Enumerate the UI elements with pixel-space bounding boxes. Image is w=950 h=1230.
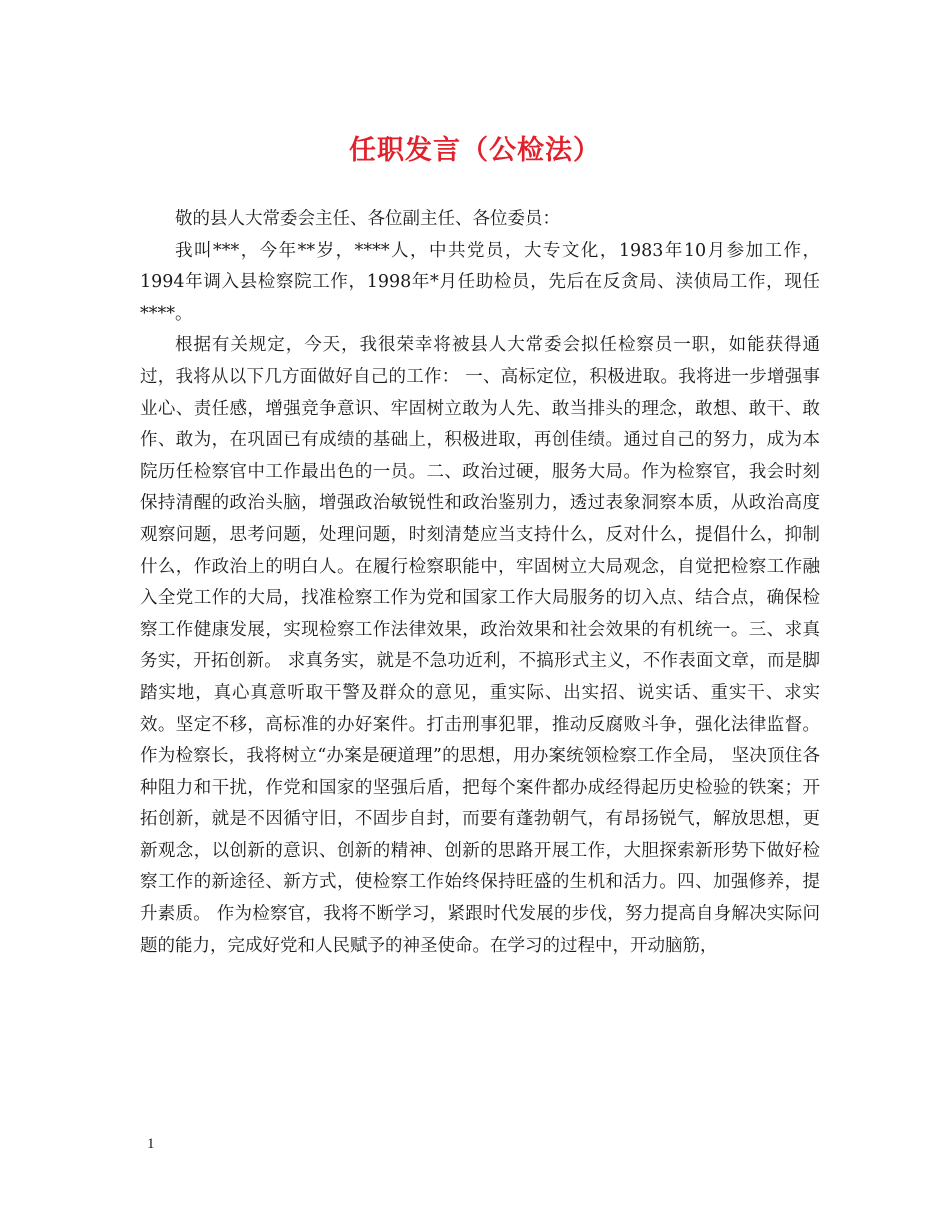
salutation: 敬的县人大常委会主任、各位副主任、各位委员： xyxy=(175,209,560,229)
document-title: 任职发言（公检法） xyxy=(349,135,601,166)
document-body xyxy=(140,204,820,962)
paragraph-intro: 我叫***，今年**岁，****人，中共党员，大专文化，1983年10月参加工作，1994年调入县检察院工作，1998年*月任助检员，先后在反贪局、渎侦局工作，现任****。 xyxy=(140,240,820,324)
page-number: 1 xyxy=(147,1136,155,1152)
paragraph-main: 根据有关规定，今天，我很荣幸将被县人大常委会拟任检察员一职，如能获得通过，我将从以下几方面做好自己的工作： 一、高标定位，积极进取。我将进一步增强事业心、责任感，增强竞争意识、牢固树立敢为人先、敢当排头的理念，敢想、敢干、敢作、敢为，在巩固已有成绩的基础上，积极进取，再创佳绩。通过自己的努力，成为本院历任检察官中工作最出色的一员。二、政治过硬，服务大局。作为检察官，我会时刻保持清醒的政治头脑，增强政治敏锐性和政治鉴别力，透过表象洞察本质，从政治高度观察问题，思考问题，处理问题，时刻清楚应当支持什么，反对什么，提倡什么，抑制什么，作政治上的明白人。在履行检察职能中，牢固树立大局观念，自觉把检察工作融入全党工作的大局，找准检察工作为党和国家工作大局服务的切入点、结合点，确保检察工作健康发展，实现检察工作法律效果，政治效果和社会效果的有机统一。三、求真务实，开拓创新。 求真务实，就是不急功近利，不搞形式主义，不作表面文章，而是脚踏实地，真心真意听取干警及群众的意见，重实际、出实招、说实话、重实干、求实效。坚定不移，高标准的办好案件。打击刑事犯罪，推动反腐败斗争，强化法律监督。 作为检察长，我将树立“办案是硬道理”的思想，用办案统领检察工作全局， 坚决顶住各种阻力和干扰，作党和国家的坚强后盾，把每个案件都办成经得起历史检验的铁案；开拓创新，就是不因循守旧，不固步自封，而要有蓬勃朝气，有昂扬锐气，解放思想，更新观念，以创新的意识、创新的精神、创新的思路开展工作，大胆探索新形势下做好检察工作的新途径、新方式，使检察工作始终保持旺盛的生机和活力。四、加强修养，提升素质。 作为检察官，我将不断学习，紧跟时代发展的步伐，努力提高自身解决实际问题的能力，完成好党和人民赋予的神圣使命。在学习的过程中，开动脑筋， xyxy=(140,335,820,956)
